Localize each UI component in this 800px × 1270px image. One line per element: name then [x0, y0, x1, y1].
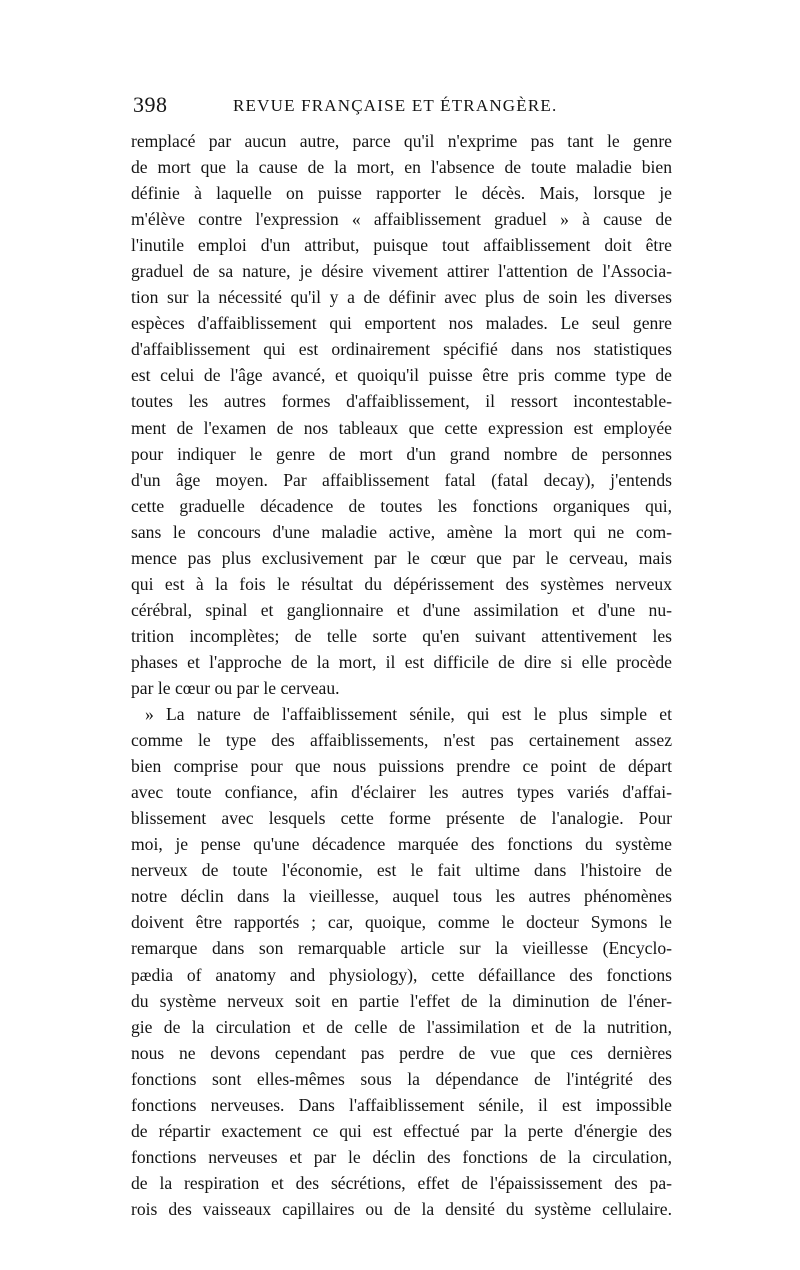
page-number: 398 — [133, 92, 168, 117]
text-line: tion sur la nécessité qu'il y a de définir avec plus de soin les diverses — [131, 287, 672, 308]
text-line: pour indiquer le genre de mort d'un grand nombre de personnes — [131, 443, 672, 464]
text-line: gie de la circulation et de celle de l'assimilation et de la nutrition, — [131, 1016, 672, 1037]
text-line: fonctions sont elles-mêmes sous la dépendance de l'intégrité des — [131, 1068, 672, 1089]
body-text — [131, 128, 672, 1222]
paragraph-start-line: » La nature de l'affaiblissement sénile, qui est le plus simple et — [145, 704, 672, 725]
text-line: moi, je pense qu'une décadence marquée des fonctions du système — [131, 834, 672, 855]
text-line: ment de l'examen de nos tableaux que cette expression est employée — [131, 417, 672, 438]
text-line: fonctions nerveuses et par le déclin des fonctions de la circulation, — [131, 1146, 672, 1167]
page-header — [133, 92, 673, 122]
text-line: définie à laquelle on puisse rapporter le décès. Mais, lorsque je — [131, 183, 672, 204]
text-line: de répartir exactement ce qui est effectué par la perte d'énergie des — [131, 1120, 672, 1141]
text-line: blissement avec lesquels cette forme présente de l'analogie. Pour — [131, 808, 672, 829]
text-line: est celui de l'âge avancé, et quoiqu'il puisse être pris comme type de — [131, 365, 672, 386]
text-line: avec toute confiance, afin d'éclairer les autres types variés d'affai- — [131, 782, 672, 803]
text-line: bien comprise pour que nous puissions prendre ce point de départ — [131, 756, 672, 777]
text-line: espèces d'affaiblissement qui emportent nos malades. Le seul genre — [131, 313, 672, 334]
text-line: mence pas plus exclusivement par le cœur que par le cerveau, mais — [131, 547, 672, 568]
text-line: doivent être rapportés ; car, quoique, comme le docteur Symons le — [131, 912, 672, 933]
text-line: notre déclin dans la vieillesse, auquel tous les autres phénomènes — [131, 886, 672, 907]
text-line: sans le concours d'une maladie active, amène la mort qui ne com- — [131, 521, 672, 542]
text-line: trition incomplètes; de telle sorte qu'en suivant attentivement les — [131, 625, 672, 646]
text-line: qui est à la fois le résultat du dépérissement des systèmes nerveux — [131, 573, 672, 594]
text-line: toutes les autres formes d'affaiblissement, il ressort incontestable- — [131, 391, 672, 412]
text-line: graduel de sa nature, je désire vivement attirer l'attention de l'Associa- — [131, 261, 672, 282]
text-line: cérébral, spinal et ganglionnaire et d'une assimilation et d'une nu- — [131, 599, 672, 620]
text-line: de la respiration et des sécrétions, effet de l'épaississement des pa- — [131, 1172, 672, 1193]
running-title: REVUE FRANÇAISE ET ÉTRANGÈRE. — [233, 96, 558, 115]
text-line: pædia of anatomy and physiology), cette défaillance des fonctions — [131, 964, 672, 985]
text-line: comme le type des affaiblissements, n'est pas certainement assez — [131, 730, 672, 751]
text-line: m'élève contre l'expression « affaiblissement graduel » à cause de — [131, 209, 672, 230]
paragraph-end-line: par le cœur ou par le cerveau. — [131, 677, 340, 698]
text-line: d'un âge moyen. Par affaiblissement fatal (fatal decay), j'entends — [131, 469, 672, 490]
text-line: nous ne devons cependant pas perdre de vue que ces dernières — [131, 1042, 672, 1063]
text-line: remplacé par aucun autre, parce qu'il n'exprime pas tant le genre — [131, 131, 672, 151]
text-line: l'inutile emploi d'un attribut, puisque tout affaiblissement doit être — [131, 235, 672, 256]
text-line: nerveux de toute l'économie, est le fait ultime dans l'histoire de — [131, 860, 672, 881]
text-line: du système nerveux soit en partie l'effet de la diminution de l'éner- — [131, 990, 672, 1011]
text-line: rois des vaisseaux capillaires ou de la densité du système cellulaire. — [131, 1198, 672, 1219]
text-line: cette graduelle décadence de toutes les fonctions organiques qui, — [131, 495, 672, 516]
text-line: remarque dans son remarquable article sur la vieillesse (Encyclo- — [131, 938, 672, 959]
text-line: d'affaiblissement qui est ordinairement spécifié dans nos statistiques — [131, 339, 672, 360]
text-line: fonctions nerveuses. Dans l'affaiblissement sénile, il est impossible — [131, 1094, 672, 1115]
text-line: phases et l'approche de la mort, il est difficile de dire si elle procède — [131, 651, 672, 672]
text-line: de mort que la cause de la mort, en l'absence de toute maladie bien — [131, 157, 672, 178]
